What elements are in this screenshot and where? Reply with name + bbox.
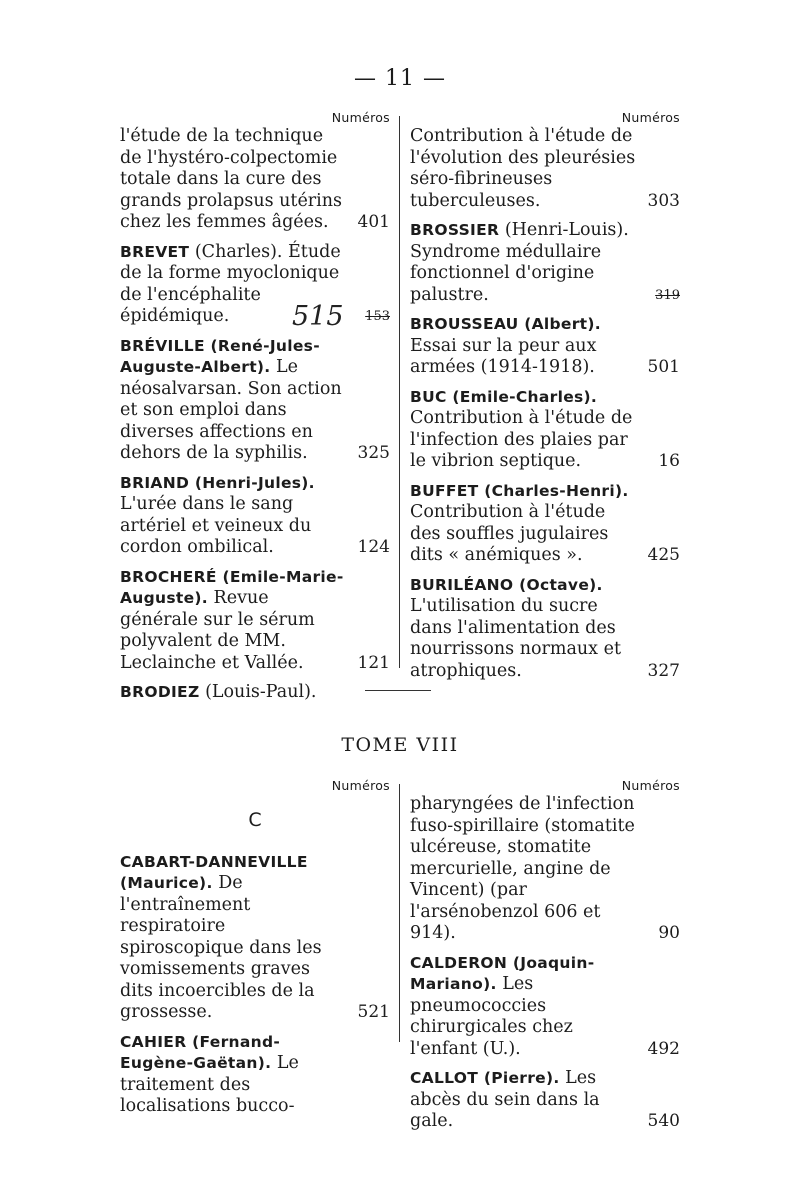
section2-right-column xyxy=(410,778,680,1141)
entry-number: 124 xyxy=(357,537,390,557)
entry-number-struck: 153 xyxy=(365,309,390,324)
letter-heading: C xyxy=(248,809,262,831)
index-entry xyxy=(120,1032,390,1118)
entry-title: De l'entraînement respiratoire spiroscopique dans les vomissements graves dits incoercibles de la grossesse. xyxy=(120,873,322,1022)
tome-title: TOME VIII xyxy=(341,734,459,756)
index-entry xyxy=(120,241,390,332)
entry-name: BROSSIER xyxy=(410,221,500,239)
index-entry xyxy=(120,126,390,234)
entry-title: pharyngées de l'infection fuso-spirillaire (stomatite ulcéreuse, stomatite mercurielle, angine de Vincent) (par l'arsénobenzol 606 et 914). xyxy=(410,794,635,943)
entry-number: 16 xyxy=(658,451,680,471)
entry-name: BUFFET (Charles-Henri). xyxy=(410,481,629,500)
entry-name: CALLOT (Pierre). xyxy=(410,1069,560,1087)
entry-number: 121 xyxy=(357,652,390,673)
index-entry xyxy=(120,682,390,704)
entry-name: BURILÉANO (Octave). xyxy=(410,575,603,594)
index-entry xyxy=(410,953,680,1061)
index-entry xyxy=(410,481,680,567)
entry-number: 401 xyxy=(357,212,390,232)
entry-title: Le traitement des localisations bucco- xyxy=(120,1053,299,1116)
numeros-header: Numéros xyxy=(331,110,390,125)
numeros-header: Numéros xyxy=(621,778,680,793)
section2-left-column xyxy=(120,778,390,1126)
entry-number: 492 xyxy=(647,1038,680,1059)
page-number: — 11 — xyxy=(354,66,446,91)
handwritten-number: 515 xyxy=(292,300,344,332)
entry-number: 303 xyxy=(647,190,680,211)
entry-title: Contribution à l'étude de l'évolution des pleurésies séro-fibrineuses tuberculeuses. xyxy=(410,126,636,211)
entry-number: 327 xyxy=(647,660,680,681)
entry-number: 501 xyxy=(647,357,680,377)
entry-name: BRIAND (Henri-Jules). xyxy=(120,473,315,492)
entry-title: Le néosalvarsan. Son action et son emploi dans diverses affections en dehors de la syphilis. xyxy=(120,357,342,463)
entry-title: (Louis-Paul). xyxy=(199,682,317,702)
entry-name: BROUSSEAU (Albert). xyxy=(410,315,601,333)
entry-number: 90 xyxy=(658,923,680,943)
section-separator xyxy=(365,690,431,691)
column-divider xyxy=(399,116,400,668)
entry-name: BROCHERÉ (Emile-Marie-Auguste). xyxy=(120,567,344,607)
index-entry xyxy=(410,1068,680,1133)
entry-number: 425 xyxy=(647,545,680,565)
entry-number-struck: 319 xyxy=(655,287,680,303)
entry-name: CAHIER (Fernand-Eugène-Gaëtan). xyxy=(120,1032,281,1072)
entry-title: Les abcès du sein dans la gale. xyxy=(410,1068,600,1131)
entry-name: CABART-DANNEVILLE (Maurice). xyxy=(120,852,308,892)
index-entry xyxy=(410,126,680,212)
index-entry xyxy=(120,473,390,559)
entry-title: l'étude de la technique de l'hystéro-colpectomie totale dans la cure des grands prolapsus utérins chez les femmes âgées. xyxy=(120,126,343,232)
index-entry xyxy=(410,220,680,306)
index-entry xyxy=(120,567,390,675)
entry-title: L'utilisation du sucre dans l'alimentation des nourrissons normaux et atrophiques. xyxy=(410,596,622,681)
entry-number: 521 xyxy=(357,1002,390,1022)
index-entry xyxy=(120,852,390,1024)
entry-title: Contribution à l'étude de l'infection des plaies par le vibrion septique. xyxy=(410,408,633,471)
entry-title: Essai sur la peur aux armées (1914-1918). xyxy=(410,335,597,377)
numeros-header: Numéros xyxy=(331,778,390,793)
entry-name: BRÉVILLE (René-Jules-Auguste-Albert). xyxy=(120,336,320,376)
section1-left-column xyxy=(120,110,390,712)
entry-title: L'urée dans le sang artériel et veineux du cordon ombilical. xyxy=(120,494,312,557)
index-entry xyxy=(410,794,680,945)
entry-title: Revue générale sur le sérum polyvalent de MM. Leclainche et Vallée. xyxy=(120,588,315,673)
entry-title: (Charles). Étude de la forme myoclonique de l'encéphalite épidémique. xyxy=(120,241,341,326)
index-entry xyxy=(410,387,680,473)
index-entry xyxy=(410,575,680,683)
entry-title: Contribution à l'étude des souffles jugulaires dits « anémiques ». xyxy=(410,502,609,565)
entry-name: BREVET xyxy=(120,242,190,261)
entry-title: (Henri-Louis). Syndrome médullaire fonctionnel d'origine palustre. xyxy=(410,220,629,305)
entry-name: CALDERON (Joaquin-Mariano). xyxy=(410,953,595,993)
entry-name: BUC (Emile-Charles). xyxy=(410,387,598,406)
entry-number: 540 xyxy=(647,1111,680,1131)
entry-title: Les pneumococcies chirurgicales chez l'enfant (U.). xyxy=(410,974,573,1059)
column-divider xyxy=(399,784,400,1042)
index-entry xyxy=(120,336,390,465)
entry-number: 325 xyxy=(357,443,390,463)
entry-name: BRODIEZ xyxy=(120,683,200,701)
index-entry xyxy=(410,314,680,379)
section1-right-column xyxy=(410,110,680,690)
numeros-header: Numéros xyxy=(621,110,680,125)
